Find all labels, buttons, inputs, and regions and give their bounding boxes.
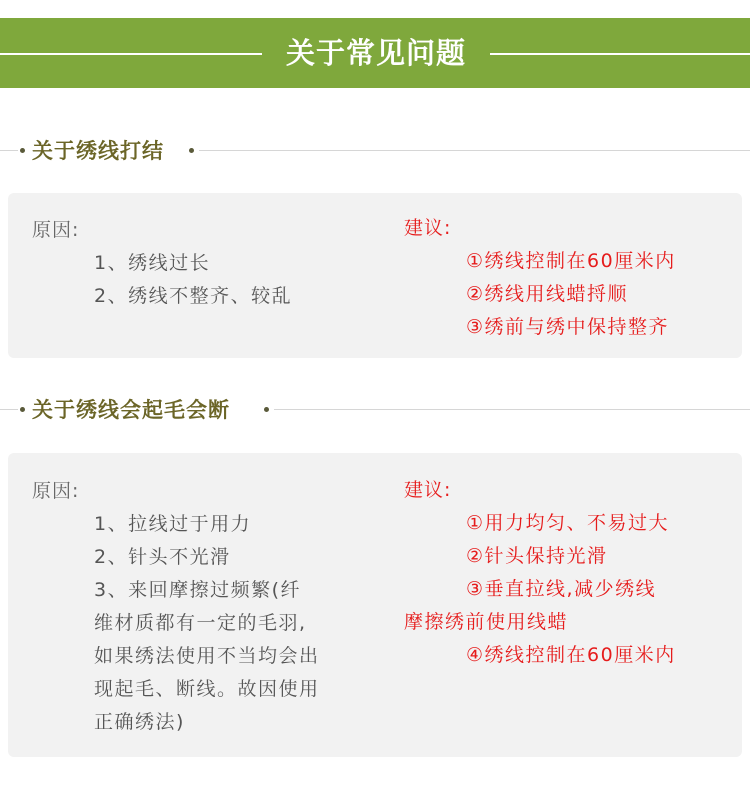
heading-rule-left xyxy=(0,150,18,151)
cause-column xyxy=(32,214,292,313)
section-heading-knotting xyxy=(0,133,750,169)
heading-dot-right xyxy=(264,407,269,412)
advice-item: ②针头保持光滑 xyxy=(466,545,608,567)
section-title: 关于绣线会起毛会断 xyxy=(32,398,230,422)
banner-divider-left xyxy=(0,53,262,55)
cause-item: 3、来回摩擦过频繁(纤 xyxy=(94,579,302,601)
cause-item: 1、拉线过于用力 xyxy=(94,513,252,535)
banner-title: 关于常见问题 xyxy=(285,36,466,70)
advice-item-continued: 摩擦绣前使用线蜡 xyxy=(404,611,569,633)
advice-label: 建议: xyxy=(404,217,452,239)
heading-rule-right xyxy=(274,409,750,410)
advice-item: ③垂直拉线,减少绣线 xyxy=(466,578,657,600)
cause-label: 原因: xyxy=(32,219,80,241)
heading-dot-right xyxy=(189,148,194,153)
heading-dot-left xyxy=(20,148,25,153)
cause-list xyxy=(32,508,320,739)
cause-item: 正确绣法) xyxy=(94,711,185,733)
cause-item: 如果绣法使用不当均会出 xyxy=(94,645,320,667)
cause-item: 1、绣线过长 xyxy=(94,252,211,274)
cause-item: 2、针头不光滑 xyxy=(94,546,231,568)
cause-label: 原因: xyxy=(32,480,80,502)
advice-list xyxy=(404,245,676,344)
cause-column xyxy=(32,475,320,739)
section-panel-fraying xyxy=(8,453,742,757)
cause-list xyxy=(32,247,292,313)
advice-column xyxy=(404,212,676,344)
advice-item: ②绣线用线蜡捋顺 xyxy=(466,283,629,305)
heading-dot-left xyxy=(20,407,25,412)
advice-item: ③绣前与绣中保持整齐 xyxy=(466,316,670,338)
section-panel-knotting xyxy=(8,193,742,358)
advice-item: ④绣线控制在60厘米内 xyxy=(466,644,676,666)
advice-item: ①用力均匀、不易过大 xyxy=(466,512,670,534)
advice-label: 建议: xyxy=(404,479,452,501)
cause-item: 维材质都有一定的毛羽, xyxy=(94,612,307,634)
heading-rule-right xyxy=(199,150,750,151)
section-title: 关于绣线打结 xyxy=(32,139,164,163)
section-heading-fraying xyxy=(0,392,750,428)
banner xyxy=(0,18,750,88)
banner-divider-right xyxy=(490,53,750,55)
cause-item: 2、绣线不整齐、较乱 xyxy=(94,285,293,307)
cause-item: 现起毛、断线。故因使用 xyxy=(94,678,320,700)
advice-column xyxy=(404,474,676,672)
advice-list xyxy=(404,507,676,672)
advice-item: ①绣线控制在60厘米内 xyxy=(466,250,676,272)
heading-rule-left xyxy=(0,409,18,410)
